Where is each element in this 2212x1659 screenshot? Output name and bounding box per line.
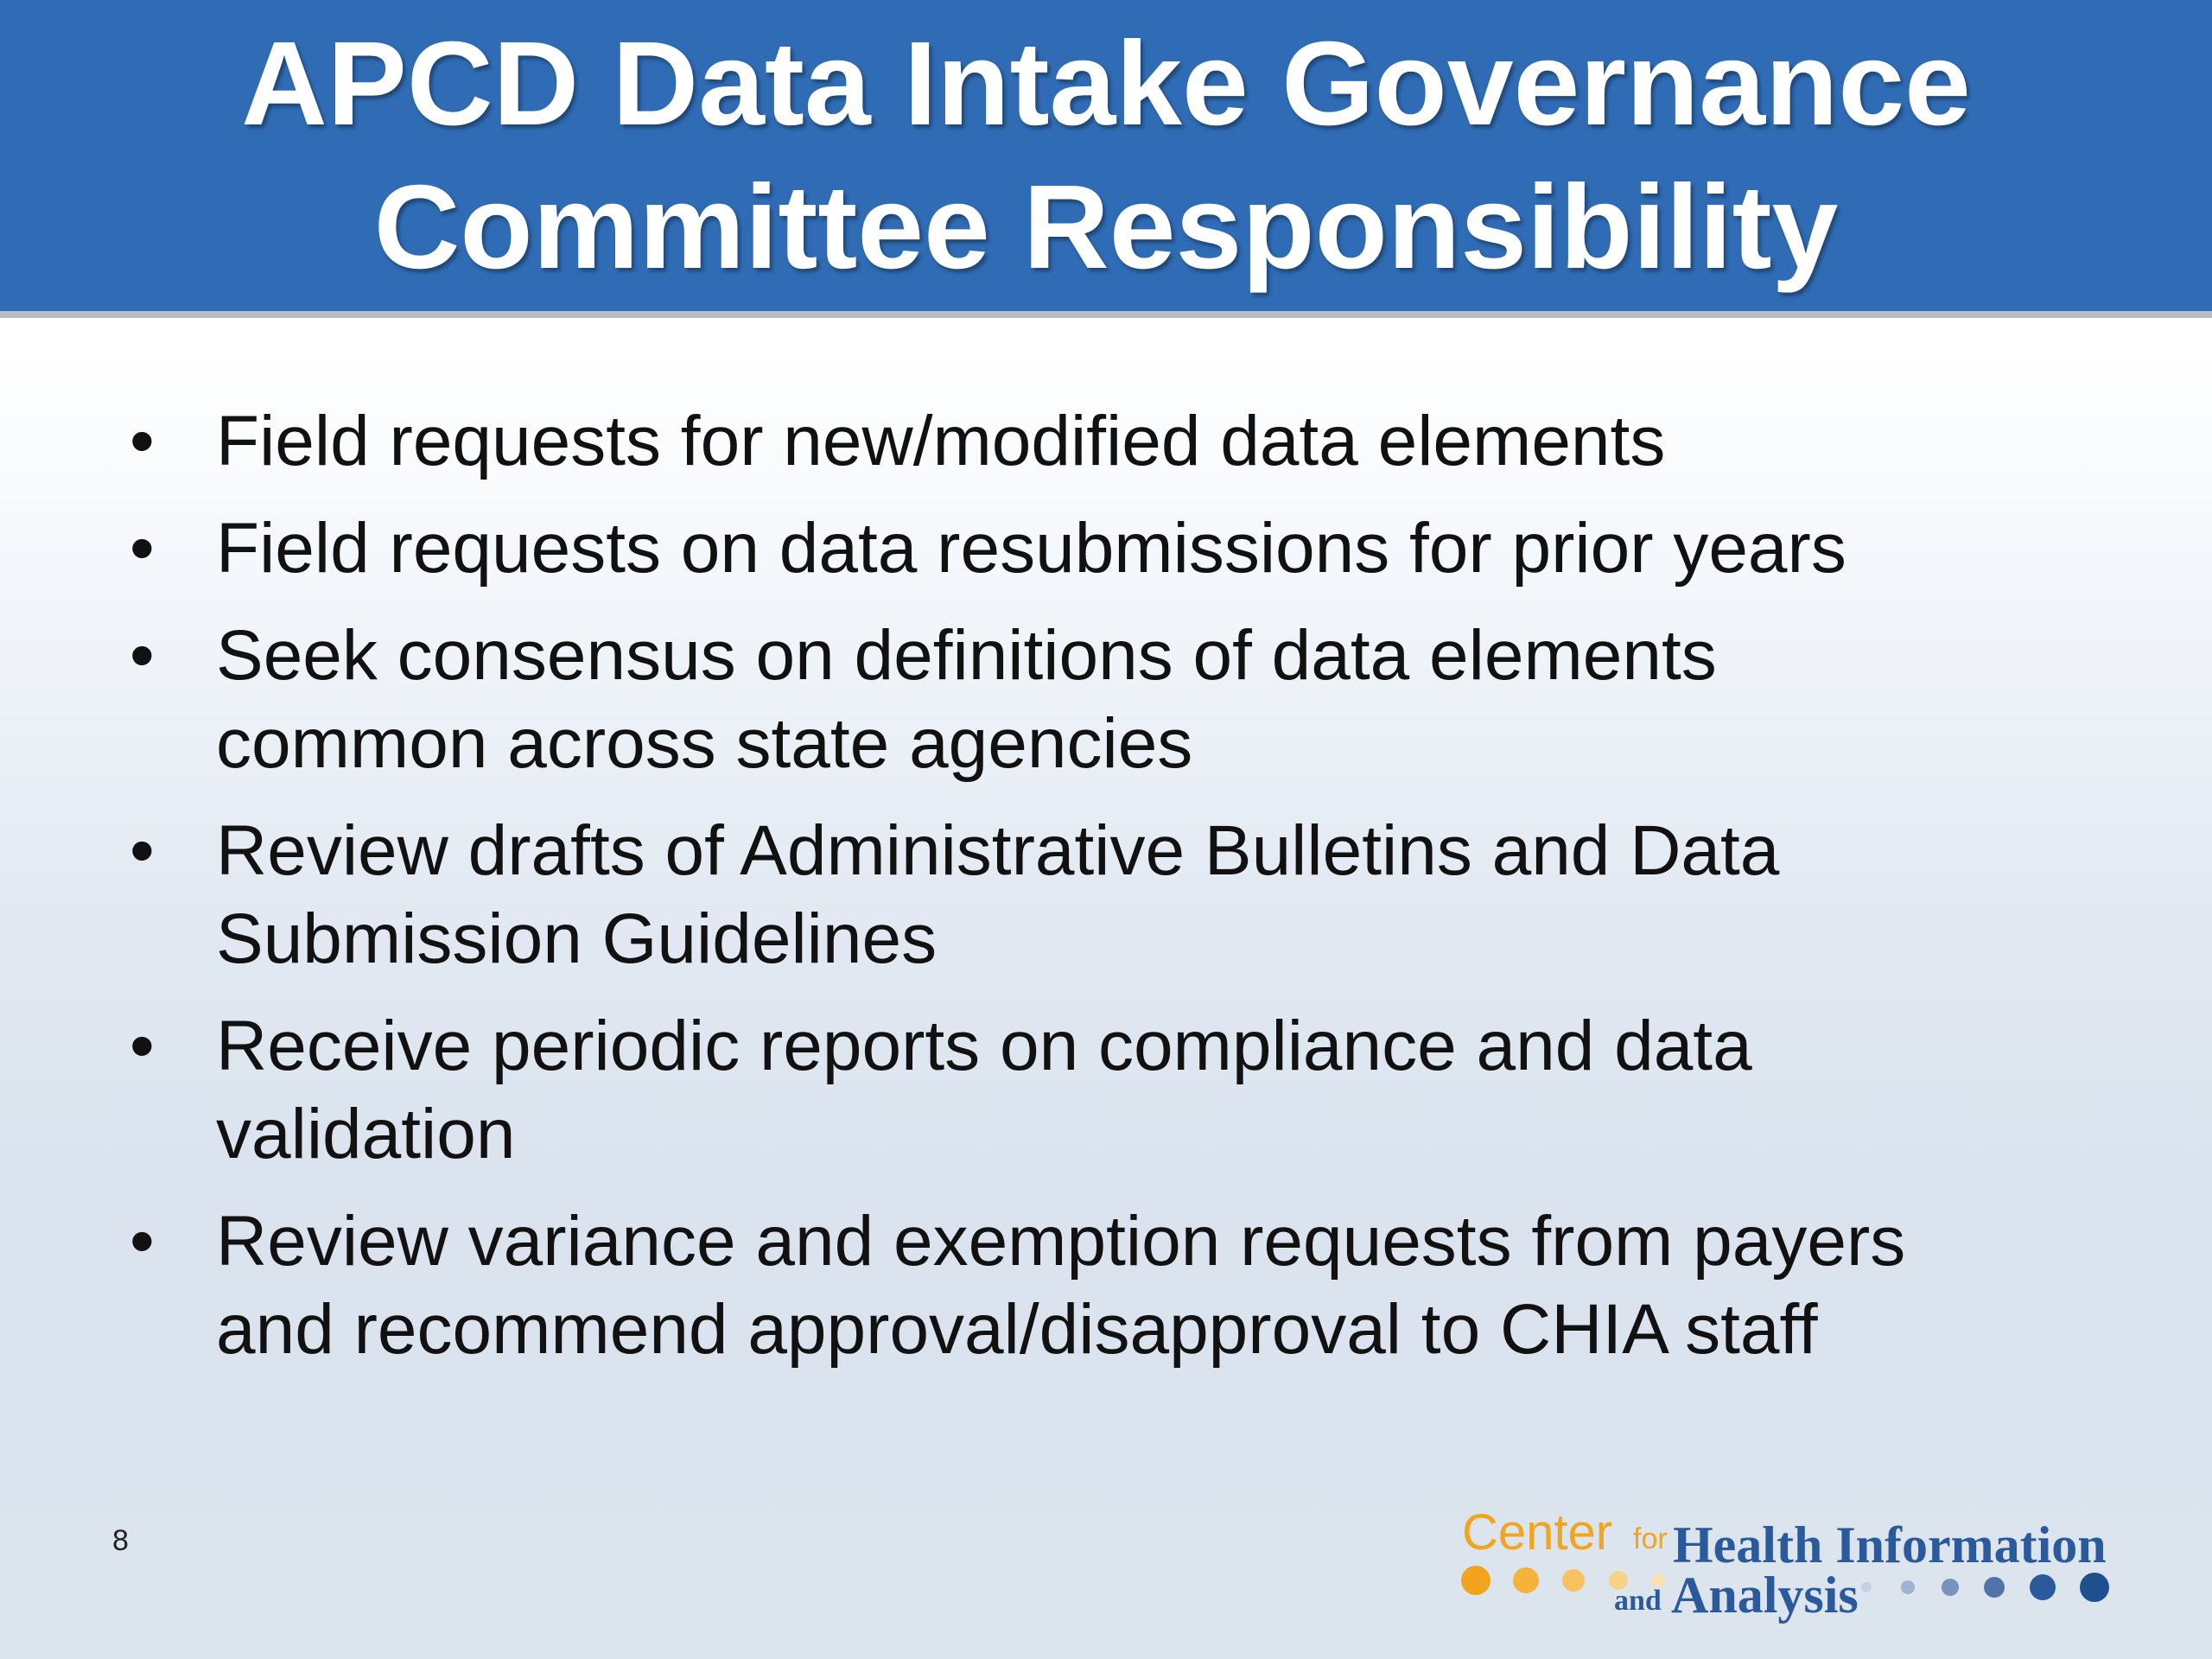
- bullet-text-line: and recommend approval/disapproval to CHIA staff: [216, 1290, 1818, 1369]
- bullet-text-line: Submission Guidelines: [216, 899, 938, 978]
- bullet-text-line: Field requests on data resubmissions for prior years: [216, 509, 1847, 588]
- bullet-text-line: Review drafts of Administrative Bulletins and Data: [216, 811, 1780, 890]
- bullet-text-line: Field requests for new/modified data elements: [216, 402, 1666, 480]
- bullet-text-line: Review variance and exemption requests from payers: [216, 1202, 1906, 1281]
- bullet-list: [130, 397, 2143, 1393]
- bullet-text-line: Receive periodic reports on compliance and data: [216, 1007, 1752, 1085]
- bullet-dot: •: [130, 402, 155, 480]
- title-bar: [0, 0, 2212, 318]
- bullet-item: [130, 612, 2143, 788]
- logo-word-health-information: Health Information: [1673, 1516, 2107, 1573]
- bullet-dot: •: [130, 509, 155, 588]
- logo-word-for: for: [1633, 1522, 1668, 1555]
- slide-title-line-2: Committee Responsibility: [373, 161, 1839, 294]
- bullet-dot: •: [130, 1007, 155, 1085]
- bullet-item: [130, 1002, 2143, 1179]
- bullet-item: [130, 505, 2143, 593]
- bullet-dot: •: [130, 1202, 155, 1281]
- page-number: 8: [112, 1524, 129, 1557]
- bullet-item: [130, 807, 2143, 983]
- bullet-dot: •: [130, 811, 155, 890]
- logo-word-and: and: [1614, 1585, 1662, 1617]
- chia-logo: [1452, 1503, 2126, 1642]
- bullet-item: [130, 1198, 2143, 1374]
- slide-title-line-1: APCD Data Intake Governance: [241, 17, 1971, 150]
- bullet-text-line: common across state agencies: [216, 704, 1193, 783]
- logo-word-center: Center: [1462, 1504, 1613, 1560]
- bullet-text-line: Seek consensus on definitions of data elements: [216, 616, 1717, 695]
- bullet-item: [130, 397, 2143, 486]
- bullet-text-line: validation: [216, 1095, 516, 1173]
- bullet-dot: •: [130, 616, 155, 695]
- logo-word-analysis: Analysis: [1671, 1567, 1859, 1624]
